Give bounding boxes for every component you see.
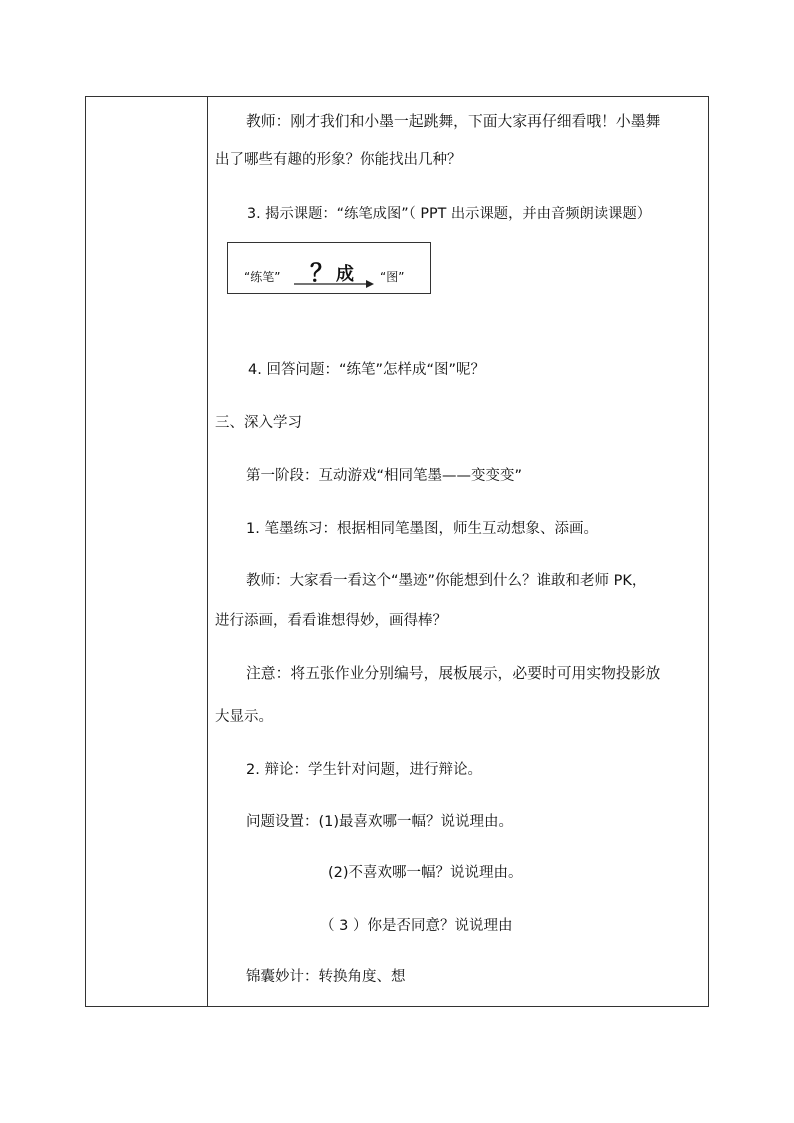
title-box-left-text: “练笔”: [244, 270, 281, 284]
question-setting-1: 问题设置：(1)最喜欢哪一幅？说说理由。: [246, 814, 514, 830]
note-line-1: 注意：将五张作业分别编号，展板展示，必要时可用实物投影放: [246, 665, 661, 682]
tips-line: 锦囊妙计：转换角度、想: [246, 969, 406, 985]
answer-question-line: 4. 回答问题：“练笔”怎样成“图”呢？: [248, 362, 485, 378]
ink-practice-line: 1. 笔墨练习：根据相同笔墨图，师生互动想象、添画。: [246, 521, 598, 537]
teacher-dance-line-2: 出了哪些有趣的形象？你能找出几种？: [215, 152, 462, 168]
arrow-icon: [294, 279, 374, 289]
debate-line: 2. 辩论：学生针对问题，进行辩论。: [246, 762, 482, 778]
teacher-dance-line-1: 教师：刚才我们和小墨一起跳舞，下面大家再仔细看哦！小墨舞: [246, 113, 661, 130]
question-setting-2: (2)不喜欢哪一幅？说说理由。: [328, 865, 523, 881]
note-line-2: 大显示。: [215, 709, 273, 725]
question-setting-3: （ 3 ）你是否同意？说说理由: [320, 918, 513, 934]
stage-one-line: 第一阶段：互动游戏“相同笔墨——变变变”: [246, 468, 523, 484]
reveal-topic-line: 3. 揭示课题：“练笔成图”（ PPT 出示课题，并由音频朗读课题）: [247, 206, 652, 222]
title-box-center-char: 成: [336, 264, 354, 285]
teacher-ink-line-2: 进行添画，看看谁想得妙，画得棒？: [215, 613, 447, 629]
column-divider: [207, 97, 208, 1006]
section-heading: 三、深入学习: [215, 415, 302, 431]
teacher-ink-line-1: 教师：大家看一看这个“墨迹”你能想到什么？谁敢和老师 PK，: [246, 573, 647, 589]
left-column-cell: [86, 97, 207, 1006]
title-box-question-mark: ？: [310, 259, 334, 287]
title-box-right-text: “图”: [380, 270, 405, 284]
topic-title-box: [227, 242, 431, 294]
